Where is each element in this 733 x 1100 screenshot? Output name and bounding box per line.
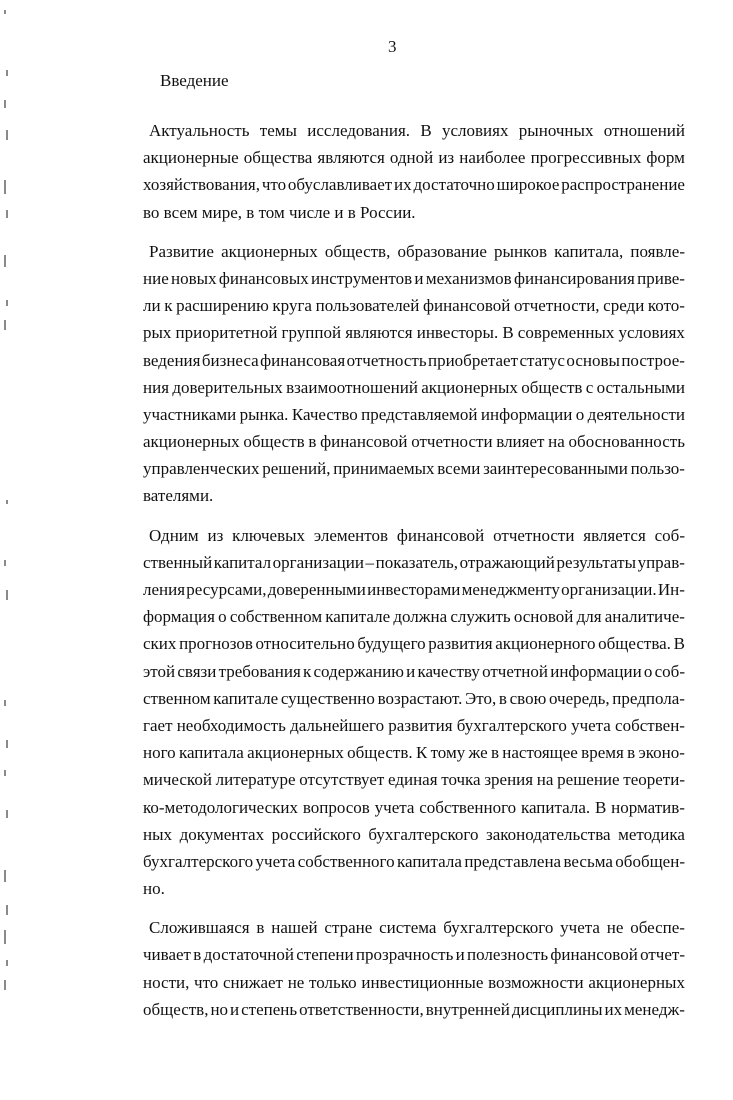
paragraph [143,238,685,510]
text-line: бухгалтерского учета собственного капитала представлена весьма обобщен- [143,851,685,871]
text-line: хозяйствования, что обуславливает их достаточно широкое распространение [143,175,685,195]
scan-mark [4,10,6,14]
scan-mark [4,255,6,267]
paragraph [143,522,685,903]
text-line: акционерные общества являются одной из наиболее прогрессивных форм [143,148,685,168]
text-line: Сложившаяся в нашей стране система бухгалтерского учета не обеспе- [149,918,685,938]
text-line: но. [143,879,165,899]
scan-mark [6,740,8,748]
scan-mark [6,500,8,504]
scan-mark [4,870,6,882]
scan-mark [4,700,6,706]
text-line: ственный капитал организации – показатель, отражающий результаты управ- [143,552,685,572]
text-line: ние новых финансовых инструментов и механизмов финансирования приве- [143,268,685,288]
text-line: чивает в достаточной степени прозрачность и полезность финансовой отчет- [143,945,685,965]
section-heading: Введение [160,71,229,90]
scan-mark [4,770,6,776]
paragraph [143,117,685,226]
scan-mark [4,930,6,944]
text-line: вателями. [143,486,214,506]
text-line: ведения бизнеса финансовая отчетность приобретает статус основы построе- [143,350,685,370]
scan-mark [6,810,8,818]
text-line: ли к расширению круга пользователей финансовой отчетности, среди кото- [143,296,685,316]
text-line: ния доверительных взаимоотношений акционерных обществ с остальными [143,377,685,397]
text-line: участниками рынка. Качество представляемой информации о деятельности [143,404,685,424]
text-line: рых приоритетной группой являются инвесторы. В современных условиях [143,323,685,343]
scan-mark [4,100,6,108]
scan-mark [6,70,8,76]
scan-mark [6,905,8,915]
scan-mark [4,320,6,330]
scan-mark [6,210,8,218]
paragraph [143,914,685,1023]
scan-mark [6,960,8,966]
scan-mark [4,180,6,194]
text-line: этой связи требования к содержанию и качеству отчетной информации о соб- [143,661,685,681]
text-line: ных документах российского бухгалтерского законодательства методика [143,824,685,844]
page-number: 3 [388,37,397,56]
scan-mark [6,300,8,306]
text-line: Развитие акционерных обществ, образование рынков капитала, появле- [149,241,685,261]
text-line: мической литературе отсутствует единая точка зрения на решение теорети- [143,770,685,790]
text-line: управленческих решений, принимаемых всеми заинтересованными пользо- [143,459,685,479]
text-line: ления ресурсами, доверенными инвесторами менеджменту организации. Ин- [143,580,685,599]
text-line: гает необходимость дальнейшего развития бухгалтерского учета собствен- [143,715,685,735]
scan-edge-marks [0,0,16,1100]
scan-mark [6,130,8,140]
text-line: Одним из ключевых элементов финансовой отчетности является соб- [149,525,685,545]
text-line: Актуальность темы исследования. В условиях рыночных отношений [149,121,685,140]
text-line: ских прогнозов относительно будущего развития акционерного общества. В [143,634,685,654]
text-line: ко-методологических вопросов учета собственного капитала. В норматив- [143,797,685,817]
text-line: ственном капитале существенно возрастают. Это, в свою очередь, предпола- [143,688,685,708]
body-text [143,117,685,1023]
text-line: акционерных обществ в финансовой отчетности влияет на обоснованность [143,432,685,452]
text-line: во всем мире, в том числе и в России. [143,202,416,222]
scan-mark [4,980,6,990]
text-line: обществ, но и степень ответственности, внутренней дисциплины их менедж- [143,999,685,1019]
text-line: ного капитала акционерных обществ. К тому же в настоящее время в эконо- [143,743,685,763]
scan-mark [6,590,8,600]
scan-mark [4,560,6,566]
text-line: ности, что снижает не только инвестиционные возможности акционерных [143,972,685,992]
text-line: формация о собственном капитале должна служить основой для аналитиче- [143,607,685,627]
